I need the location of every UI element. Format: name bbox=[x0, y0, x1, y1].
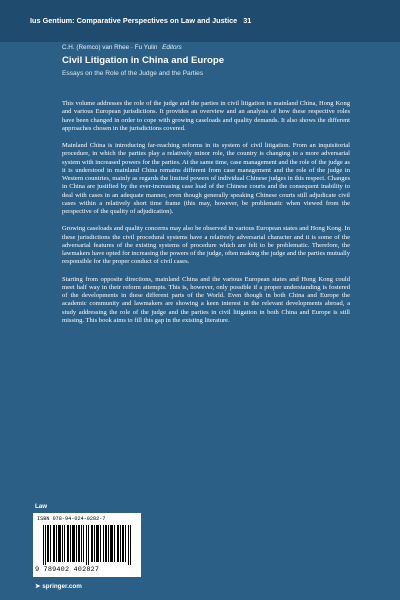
barcode-icon bbox=[43, 525, 133, 565]
publisher-website bbox=[35, 583, 82, 590]
arrow-icon: ➤ bbox=[35, 583, 41, 590]
blurb-paragraph: Starting from opposite directions, mainland China and the various European states and Hong Kong could meet half way in their reform attempts. This is, however, only possible if a proper understanding is fostered of the developments in these different parts of the World. Even though in both China and Europe the academic community and lawmakers are showing a keen interest in the relevant developments abroad, a study addressing the role of the judge and the parties in civil litigation in both China and Europe is still missing. This book aims to fill this gap in the existing literature. bbox=[62, 275, 350, 324]
blurb-paragraph: Mainland China is introducing far-reaching reforms in its system of civil litigation. From an inquisitorial procedure, in which the parties play a relatively minor role, the country is changing to a more adversarial system with increased powers for the parties. At the same time, case management and the role of the judge as it is understood in mainland China remains different from case management and the role of the judge in Western countries, mainly as regards the limited powers of individual Chinese judges in this respect. Changes in China are justified by the ever-increasing case load of the Chinese courts and the consequent inability to deal with cases in an adequate manner, even though generally speaking Chinese courts still adjudicate civil cases within a relatively short time frame (this may, however, be problematic when viewed from the perspective of the quality of adjudication). bbox=[62, 142, 350, 215]
book-subtitle: Essays on the Role of the Judge and the Parties bbox=[62, 70, 204, 77]
book-title: Civil Litigation in China and Europe bbox=[62, 55, 225, 66]
subject-category: Law bbox=[35, 503, 48, 510]
editors-line bbox=[62, 44, 182, 51]
barcode-box bbox=[33, 513, 141, 577]
editors-role: Editors bbox=[162, 44, 182, 51]
barcode-number: 9 789402 402827 bbox=[35, 566, 100, 574]
website-link[interactable]: springer.com bbox=[42, 583, 82, 590]
blurb-paragraph: This volume addresses the role of the judge and the parties in civil litigation in mainland China, Hong Kong and various European jurisdictions. It provides an overview and an analysis of how these respective roles have been changed in order to cope with growing caseloads and quality demands. It also shows the different approaches chosen in the jurisdictions covered. bbox=[62, 100, 350, 132]
series-title bbox=[30, 16, 251, 25]
blurb-text bbox=[62, 100, 350, 334]
series-name: Ius Gentium: Comparative Perspectives on Law and Justice bbox=[30, 16, 238, 25]
isbn-text: ISBN 978-94-024-0282-7 bbox=[37, 516, 106, 522]
series-volume: 31 bbox=[243, 16, 252, 25]
blurb-paragraph: Growing caseloads and quality concerns may also be observed in various European states and Hong Kong. In these jurisdictions the civil procedural systems have a relatively adversarial character and it is some of the adversarial features of the existing systems of procedure which are felt to be problematic. Therefore, the lawmakers have opted for increasing the powers of the judge, often making the judge and the parties mutually responsible for the proper conduct of civil cases. bbox=[62, 225, 350, 266]
editor-names: C.H. (Remco) van Rhee · Fu Yulin bbox=[62, 44, 158, 51]
